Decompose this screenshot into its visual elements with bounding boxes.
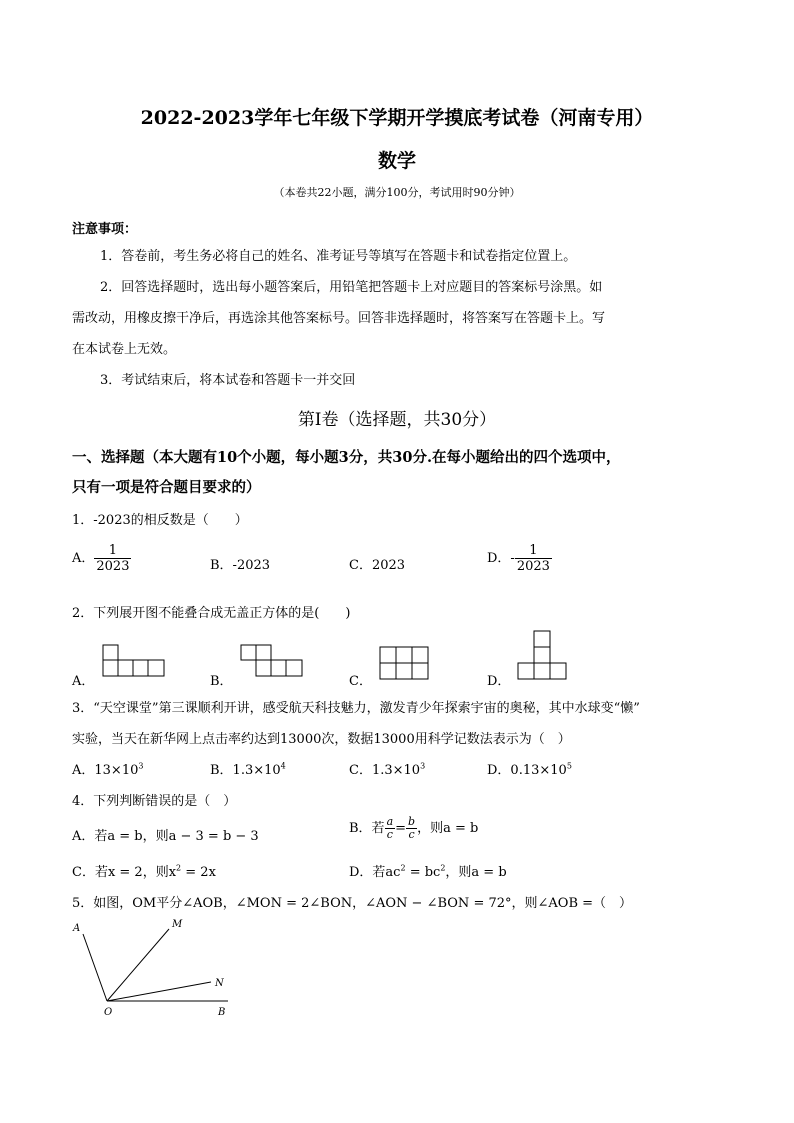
q3-option-c (349, 759, 425, 778)
q3-option-a (72, 759, 143, 778)
q1-a-label: A． (72, 551, 95, 566)
q1-option-c: C．2023 (349, 558, 406, 573)
note-item-2-line-1: 2．回答选择题时，选出每小题答案后，用铅笔把答题卡上对应题目的答案标号涂黑。如 (100, 280, 603, 295)
q2-net-b (238, 644, 310, 680)
q2-option-a-label: A． (72, 674, 95, 689)
q3-c-base: C．1.3×10 (349, 763, 421, 778)
q2-option-c-label: C． (349, 674, 372, 689)
q3-d-exponent: 5 (566, 761, 572, 771)
q1-option-a (72, 543, 131, 574)
q2-net-a (100, 644, 168, 680)
subject-title: 数学 (377, 150, 416, 172)
q4-d-suffix: ，则a = b (445, 865, 507, 880)
label-b: B (218, 1007, 226, 1018)
ray-om (107, 929, 169, 1001)
q3-a-exponent: 3 (138, 761, 144, 771)
q4-b-prefix: B．若 (349, 821, 385, 836)
choice-heading-line-2: 只有一项是符合题目要求的） (72, 479, 261, 496)
q3-option-b (210, 759, 286, 778)
q1-option-d (487, 543, 552, 574)
q3-stem-line-2: 实验，当天在新华网上点击率约达到13000次，数据13000用科学记数法表示为（ ） (72, 732, 571, 747)
q1-a-denominator: 2023 (96, 559, 130, 574)
label-a: A (73, 923, 81, 934)
q4-option-b (349, 816, 478, 841)
q4-b-equals: = (395, 821, 407, 836)
q4-stem: 4．下列判断错误的是（ ） (72, 794, 237, 809)
q4-c-exponent: 2 (176, 863, 182, 873)
q3-b-exponent: 4 (280, 761, 286, 771)
label-m: M (172, 919, 183, 930)
q4-b-denominator-1: c (386, 828, 393, 841)
q3-a-base: A．13×10 (72, 763, 139, 778)
note-item-2-line-2: 需改动，用橡皮擦干净后，再选涂其他答案标号。回答非选择题时，将答案写在答题卡上。写 (72, 311, 606, 326)
q3-stem-line-1: 3．“天空课堂”第三课顺利开讲，感受航天科技魅力，激发青少年探索宇宙的奥秘，其中水球变“懒” (72, 701, 640, 716)
exam-title: 2022-2023学年七年级下学期开学摸底考试卷（河南专用） (140, 107, 654, 129)
q1-stem: 1．-2023的相反数是（ ） (72, 513, 248, 528)
exam-info: （本卷共22小题，满分100分，考试用时90分钟） (273, 186, 521, 199)
q4-d-middle: = bc (405, 865, 441, 880)
q3-c-exponent: 3 (420, 761, 426, 771)
q1-d-denominator: 2023 (516, 559, 550, 574)
q2-option-d-label: D． (487, 674, 511, 689)
q4-d-exponent-1: 2 (400, 863, 406, 873)
section-title: 第Ⅰ卷（选择题，共30分） (297, 410, 497, 430)
note-item-1: 1．答卷前，考生务必将自己的姓名、准考证号等填写在答题卡和试卷指定位置上。 (100, 249, 577, 264)
q1-d-fraction (515, 543, 552, 574)
q2-net-d (515, 630, 571, 682)
note-item-3: 3．考试结束后，将本试卷和答题卡一并交回 (100, 373, 356, 388)
label-n: N (215, 978, 224, 989)
q4-c-prefix: C．若x = 2，则x (72, 865, 177, 880)
q2-option-b-label: B． (210, 674, 233, 689)
q2-stem: 2．下列展开图不能叠合成无盖正方体的是( ) (72, 606, 351, 621)
notes-heading: 注意事项： (72, 222, 138, 237)
q1-d-label: D．- (487, 551, 515, 566)
q4-b-numerator-2: b (408, 815, 416, 828)
choice-heading-line-1: 一、选择题（本大题有10个小题，每小题3分，共30分.在每小题给出的四个选项中， (72, 449, 621, 466)
q4-c-suffix: = 2x (181, 865, 216, 880)
q5-angle-diagram (66, 916, 241, 1020)
q4-b-suffix: ，则a = b (417, 821, 479, 836)
q1-option-b: B．-2023 (210, 558, 271, 573)
q4-option-a: A．若a = b，则a − 3 = b − 3 (72, 829, 259, 844)
q4-d-prefix: D．若ac (349, 865, 401, 880)
q3-b-base: B．1.3×10 (210, 763, 281, 778)
q3-d-base: D．0.13×10 (487, 763, 567, 778)
q5-stem: 5．如图，OM平分∠AOB，∠MON = 2∠BON，∠AON − ∠BON = 72°，则∠AOB =（ ） (72, 896, 633, 911)
q4-d-exponent-2: 2 (440, 863, 446, 873)
label-o: O (104, 1007, 113, 1018)
q1-a-numerator: 1 (94, 543, 131, 559)
q1-d-numerator: 1 (515, 543, 552, 559)
q4-option-d (349, 861, 507, 880)
ray-oa (83, 934, 107, 1001)
q2-net-c (377, 646, 433, 682)
q4-option-c (72, 861, 216, 880)
q3-option-d (487, 759, 572, 778)
note-item-2-line-3: 在本试卷上无效。 (72, 342, 177, 357)
q4-b-denominator-2: c (408, 828, 415, 841)
q4-b-fraction-2 (406, 816, 417, 841)
q1-a-fraction (94, 543, 131, 574)
q4-b-fraction-1 (385, 816, 396, 841)
ray-on (107, 982, 211, 1001)
q4-b-numerator-1: a (386, 815, 394, 828)
